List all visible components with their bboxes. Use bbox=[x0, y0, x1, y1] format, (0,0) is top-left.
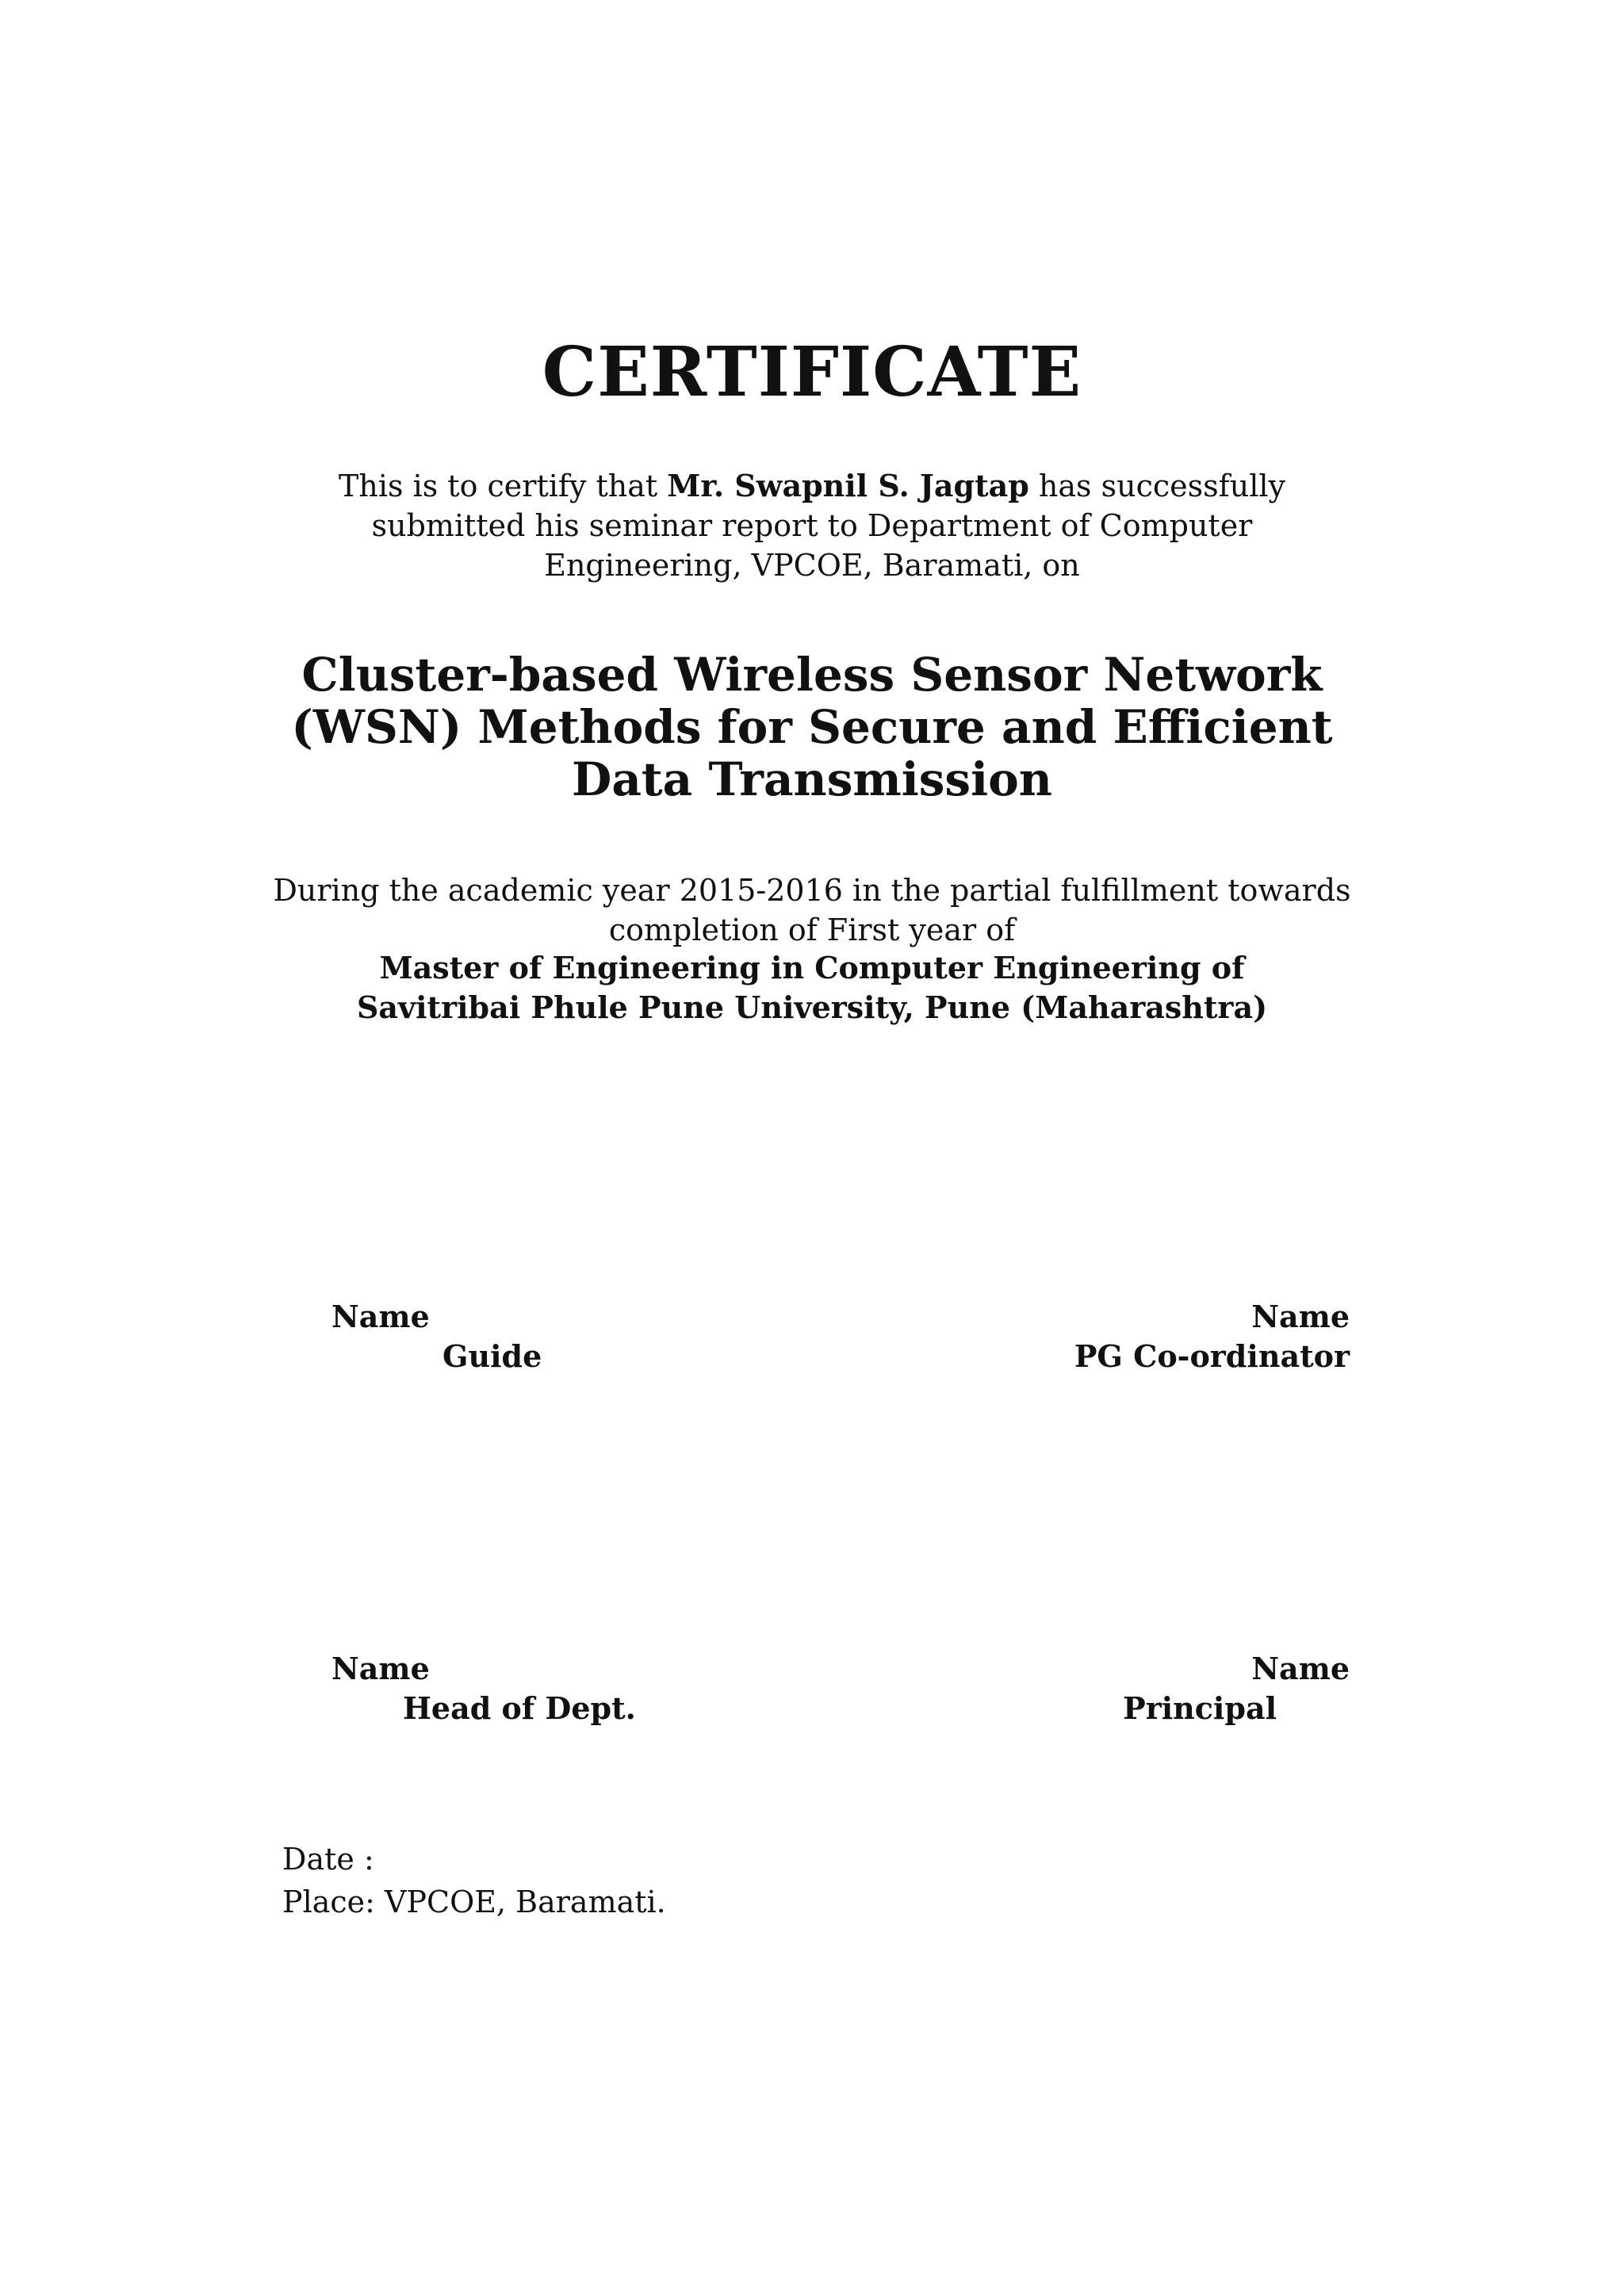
signature-role: Principal bbox=[1123, 1690, 1277, 1726]
seminar-title bbox=[238, 649, 1386, 806]
seminar-title-line: Data Transmission bbox=[572, 752, 1052, 806]
place-label: Place: VPCOE, Baramati. bbox=[282, 1885, 666, 1919]
academic-line: During the academic year 2015-2016 in the partial fulfillment towards bbox=[273, 873, 1351, 908]
guide-signature bbox=[331, 1297, 542, 1376]
student-name: Mr. Swapnil S. Jagtap bbox=[667, 468, 1029, 503]
date-label: Date : bbox=[282, 1842, 374, 1877]
pg-coordinator-signature bbox=[1074, 1297, 1350, 1376]
signature-name: Name bbox=[1251, 1299, 1350, 1334]
intro-prefix: This is to certify that bbox=[339, 469, 668, 503]
signature-name: Name bbox=[331, 1299, 430, 1334]
certificate-heading: CERTIFICATE bbox=[542, 332, 1082, 412]
signature-name: Name bbox=[331, 1651, 430, 1686]
degree-line: Master of Engineering in Computer Engineering of bbox=[379, 950, 1245, 985]
signature-name: Name bbox=[1251, 1651, 1350, 1686]
degree-line: Savitribai Phule Pune University, Pune (Maharashtra) bbox=[356, 989, 1268, 1025]
signature-role: Head of Dept. bbox=[403, 1690, 636, 1726]
certificate-intro bbox=[270, 466, 1354, 585]
academic-line: completion of First year of bbox=[608, 913, 1016, 947]
intro-suffix: has successfully submitted his seminar report to Department of Computer Engineering, VPCOE, Baramati, on bbox=[371, 469, 1285, 583]
degree-statement bbox=[270, 948, 1354, 1027]
signature-role: Guide bbox=[442, 1338, 542, 1374]
signature-role: PG Co-ordinator bbox=[1074, 1338, 1350, 1374]
seminar-title-line: Cluster-based Wireless Sensor Network bbox=[301, 648, 1323, 702]
head-of-dept-signature bbox=[331, 1649, 636, 1728]
academic-year-statement bbox=[270, 871, 1354, 950]
principal-signature bbox=[1123, 1649, 1350, 1728]
seminar-title-line: (WSN) Methods for Secure and Efficient bbox=[291, 700, 1333, 754]
date-place-block bbox=[282, 1838, 666, 1923]
